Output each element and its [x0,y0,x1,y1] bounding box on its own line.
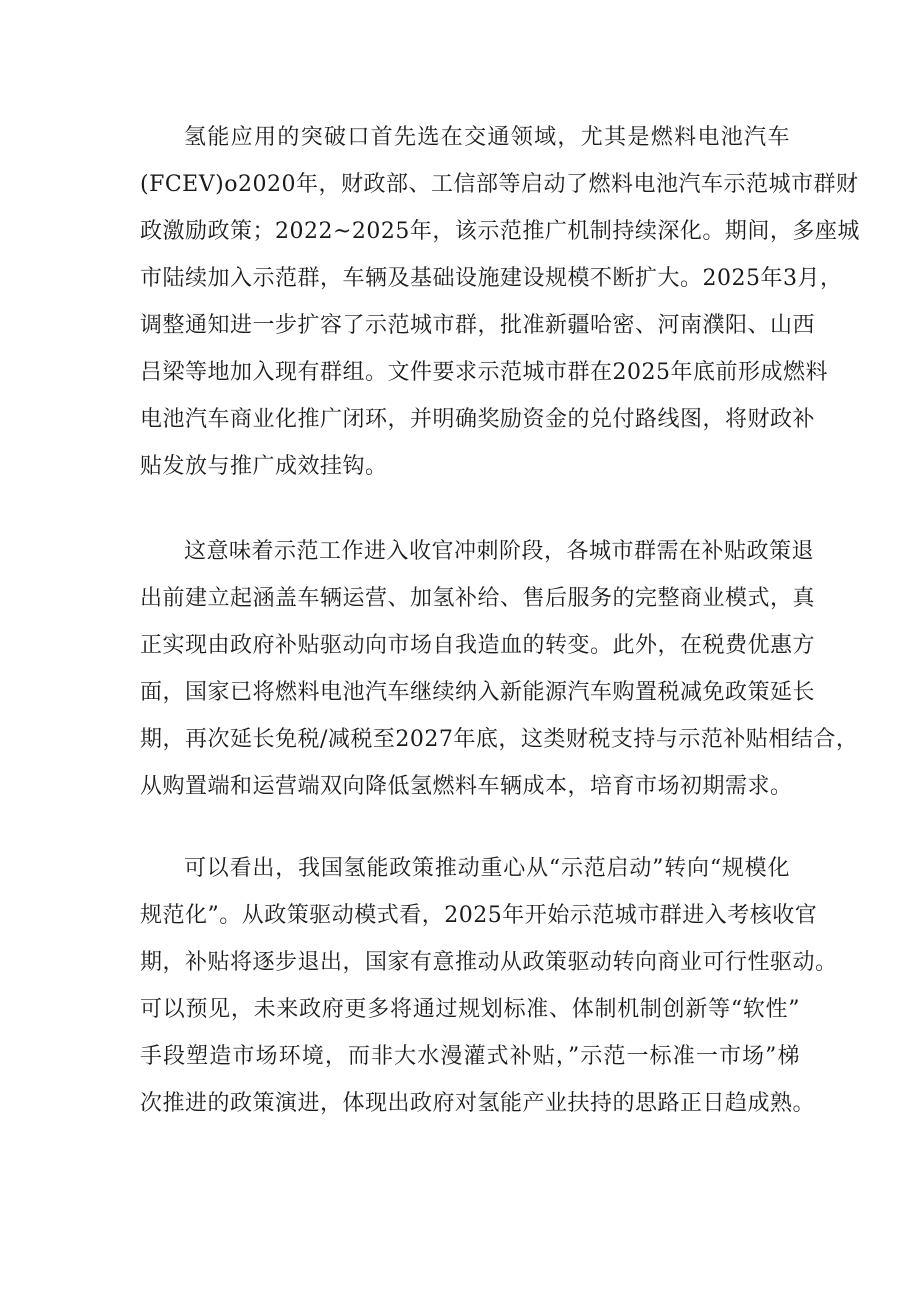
text-line: 政激励政策；2022~2025年，该示范推广机制持续深化。期间，多座城 [140,219,860,244]
text-line: 调整通知进一步扩容了示范城市群，批准新疆哈密、河南濮阳、山西 [140,313,816,338]
text-line: 手段塑造市场环境，而非大水漫灌式补贴，”示范一标准一市场”梯 [140,1044,800,1069]
text-line: 期，再次延长免税/减税至2027年底，这类财税支持与示范补贴相结合， [140,727,859,752]
text-line: 可以预见，未来政府更多将通过规划标准、体制机制创新等“软性” [140,997,800,1022]
text-line: 这意味着示范工作进入收官冲刺阶段，各城市群需在补贴政策退 [184,539,815,564]
text-line: 贴发放与推广成效挂钩。 [140,454,388,479]
text-line: 次推进的政策演进，体现出政府对氢能产业扶持的思路正日趋成熟。 [140,1091,816,1116]
text-line: (FCEV)o2020年，财政部、工信部等启动了燃料电池汽车示范城市群财 [140,172,859,197]
text-line: 从购置端和运营端双向降低氢燃料车辆成本，培育市场初期需求。 [140,774,793,799]
text-line: 吕梁等地加入现有群组。文件要求示范城市群在2025年底前形成燃料 [140,360,828,385]
text-line: 市陆续加入示范群，车辆及基础设施建设规模不断扩大。2025年3月， [140,266,843,291]
text-line: 出前建立起涵盖车辆运营、加氢补给、售后服务的完整商业模式，真 [140,586,816,611]
text-line: 氢能应用的突破口首先选在交通领域，尤其是燃料电池汽车 [184,125,790,150]
text-line: 可以看出，我国氢能政策推动重心从“示范启动”转向“规模化 [184,856,790,881]
text-line: 期，补贴将逐步退出，国家有意推动从政策驱动转向商业可行性驱动。 [140,950,838,975]
text-line: 正实现由政府补贴驱动向市场自我造血的转变。此外，在税费优惠方 [140,633,816,658]
text-line: 电池汽车商业化推广闭环，并明确奖励资金的兑付路线图，将财政补 [140,407,816,432]
text-line: 面，国家已将燃料电池汽车继续纳入新能源汽车购置税减免政策延长 [140,680,816,705]
text-line: 规范化”。从政策驱动模式看，2025年开始示范城市群进入考核收官 [140,903,818,928]
